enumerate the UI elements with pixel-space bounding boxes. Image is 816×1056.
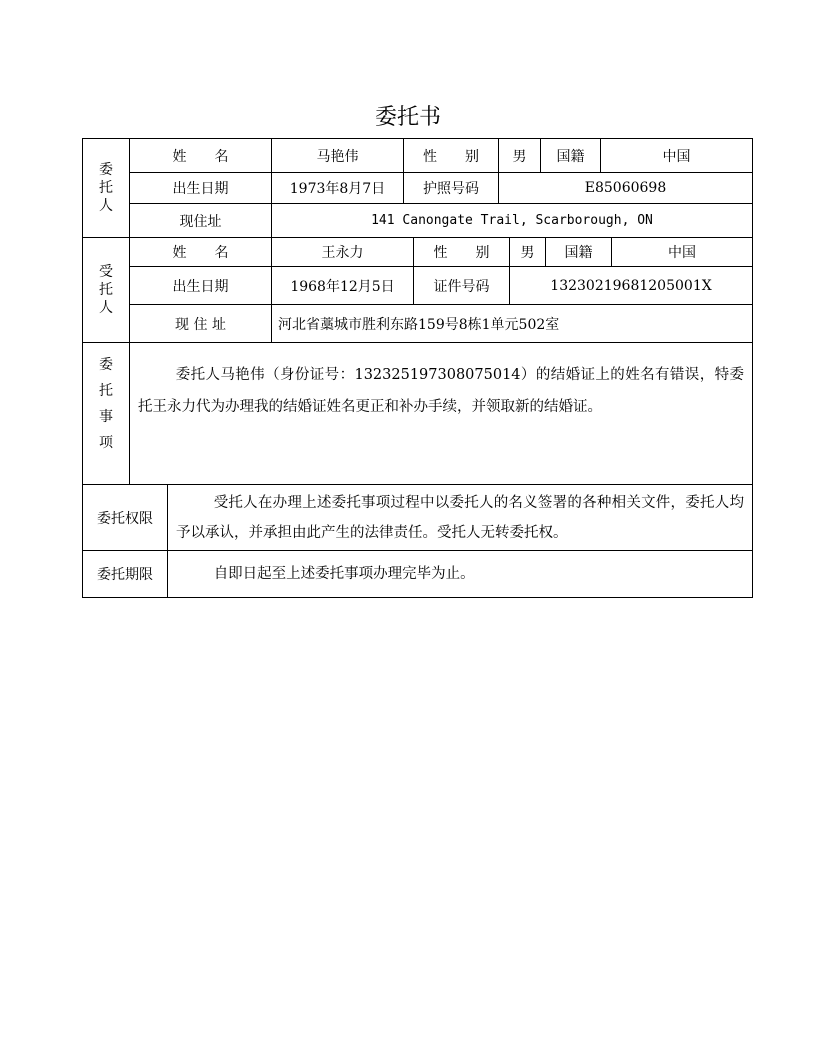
principal-address: 141 Canongate Trail, Scarborough, ON <box>271 203 753 238</box>
label-char: 托 <box>99 282 113 298</box>
agent-name: 王永力 <box>271 237 414 267</box>
document-title: 委托书 <box>374 105 441 130</box>
authority-text: 受托人在办理上述委托事项过程中以委托人的名义签署的各种相关文件，委托人均予以承认，并承担由此产生的法律责任。受托人无转委托权。 <box>176 494 744 541</box>
term-label: 委托期限 <box>82 550 168 598</box>
agent-id: 13230219681205001X <box>509 266 753 305</box>
authority-label: 委托权限 <box>82 484 168 551</box>
term-text: 自即日起至上述委托事项办理完毕为止。 <box>213 566 475 582</box>
label-char: 托 <box>99 180 113 196</box>
matters-label <box>82 342 130 485</box>
agent-birth-label: 出生日期 <box>129 266 272 305</box>
agent-gender-label: 性 别 <box>413 237 510 267</box>
authority-cell <box>167 484 753 551</box>
principal-nationality-label: 国籍 <box>540 138 601 173</box>
principal-id: E85060698 <box>498 172 753 204</box>
agent-nationality-label: 国籍 <box>545 237 612 267</box>
agent-birth: 1968年12月5日 <box>271 266 414 305</box>
agent-section-label <box>82 237 130 343</box>
label-char: 人 <box>99 198 113 214</box>
principal-name: 马艳伟 <box>271 138 404 173</box>
term-cell <box>167 550 753 598</box>
principal-id-label: 护照号码 <box>403 172 499 204</box>
label-char: 委 <box>99 356 113 373</box>
principal-gender: 男 <box>498 138 541 173</box>
matters-text: 委托人马艳伟（身份证号：132325197308075014）的结婚证上的姓名有错误，特委托王永力代为办理我的结婚证姓名更正和补办手续，并领取新的结婚证。 <box>138 367 744 415</box>
agent-nationality: 中国 <box>611 237 753 267</box>
agent-gender: 男 <box>509 237 546 267</box>
principal-gender-label: 性 别 <box>403 138 499 173</box>
agent-address: 河北省藁城市胜利东路159号8栋1单元502室 <box>271 304 753 343</box>
principal-name-label: 姓 名 <box>129 138 272 173</box>
principal-birth: 1973年8月7日 <box>271 172 404 204</box>
agent-name-label: 姓 名 <box>129 237 272 267</box>
principal-address-label: 现住址 <box>129 203 272 238</box>
label-char: 事 <box>99 408 113 425</box>
principal-section-label <box>82 138 130 238</box>
principal-nationality: 中国 <box>600 138 753 173</box>
label-char: 受 <box>99 264 113 280</box>
label-char: 人 <box>99 300 113 316</box>
principal-birth-label: 出生日期 <box>129 172 272 204</box>
label-char: 托 <box>99 382 113 399</box>
agent-id-label: 证件号码 <box>413 266 510 305</box>
label-char: 委 <box>99 162 113 178</box>
matters-cell <box>129 342 753 485</box>
label-char: 项 <box>99 434 113 451</box>
agent-address-label: 现 住 址 <box>129 304 272 343</box>
